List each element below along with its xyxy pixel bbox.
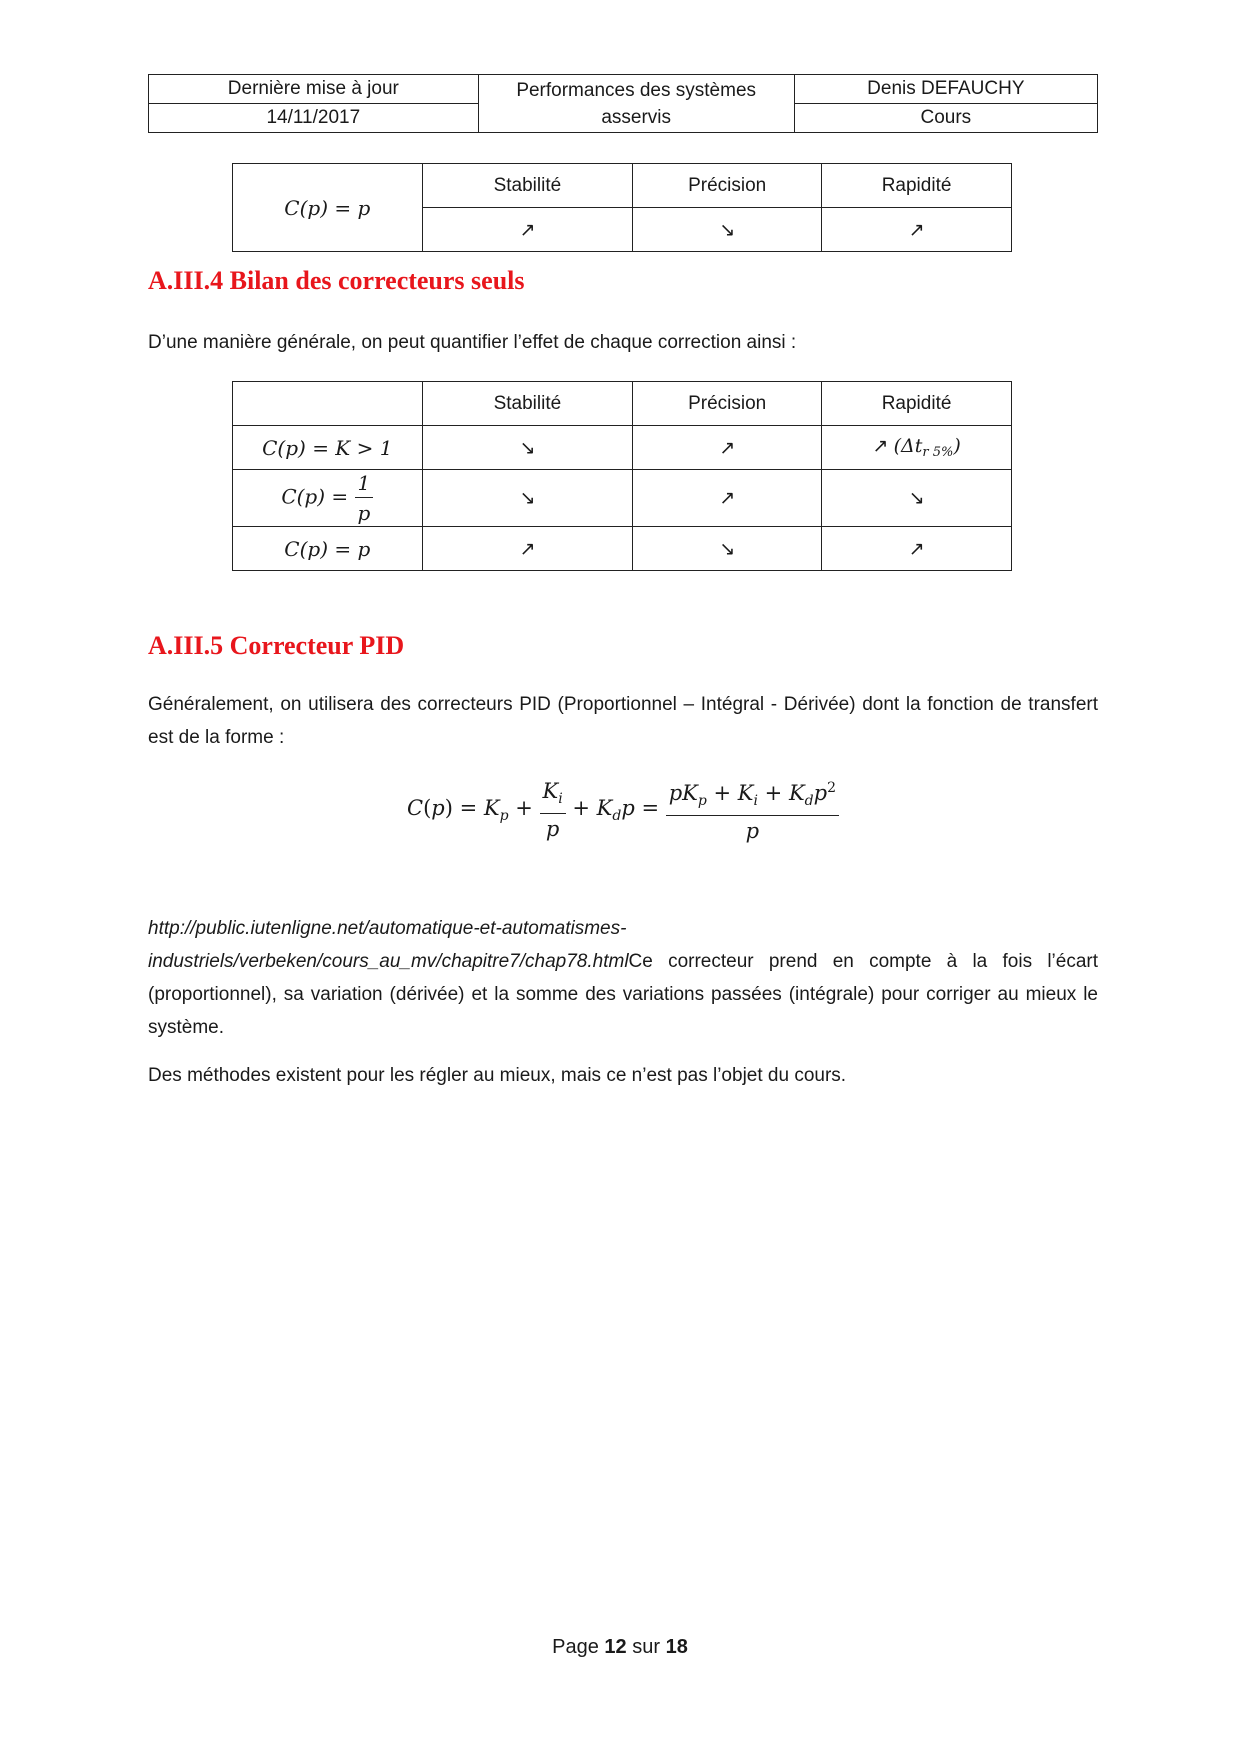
total-pages: 18 [665, 1636, 688, 1658]
row-label: C(p) = p [233, 164, 423, 252]
section-heading-bilan: A.III.4 Bilan des correcteurs seuls [148, 266, 525, 295]
combined-fraction: $\frac{pK_p + K_i + K_dp^2}{p}$ [666, 775, 839, 844]
trend-arrow-precision: ↘ [633, 208, 822, 252]
document-title-line2: asservis [601, 106, 671, 128]
column-header-stabilite: Stabilité [422, 382, 633, 426]
integral-term-fraction: $\frac{K_i}{p}$ [540, 778, 566, 842]
section-4-intro: D’une manière générale, on peut quantifier l’effet de chaque correction ainsi : [148, 332, 797, 353]
row-label-proportional: C(p) = K > 1 [233, 426, 423, 470]
trend-arrow: ↘ [422, 426, 633, 470]
table-row [233, 426, 1012, 470]
derivative-corrector-table [232, 163, 1012, 252]
trend-arrow: ↗ [633, 426, 822, 470]
page-number: 12 [604, 1636, 627, 1658]
column-header-rapidite: Rapidité [822, 382, 1012, 426]
pid-transfer-function: $C(p) = K_p$ + $\frac{K_i}{p}$ + $K_dp$ = $\frac{pK_p + K_i + K_dp^2}{p}$ [148, 775, 1098, 844]
sur-word: sur [632, 1636, 661, 1658]
page-footer [0, 1636, 1240, 1659]
trend-arrow: ↗ [422, 527, 633, 571]
integral-label-prefix: C(p) = [281, 484, 349, 509]
row-label-derivative: C(p) = p [233, 527, 423, 571]
document-title-line1: Performances des systèmes [516, 79, 757, 101]
integral-fraction [355, 470, 374, 526]
trend-arrow: ↗ [822, 527, 1012, 571]
table-row [233, 527, 1012, 571]
empty-corner-cell [233, 382, 423, 426]
pid-description-text: Ce correcteur prend en compte à la fois l’écart (proportionnel), sa variation (dérivée) et la somme des variations passées (intégrale) pour corriger au mieux le système. [148, 951, 1098, 1038]
column-header-stabilite: Stabilité [422, 164, 633, 208]
trend-arrow: ↗ [633, 470, 822, 527]
table-row [233, 470, 1012, 527]
author: Denis DEFAUCHY [794, 75, 1097, 104]
trend-arrow: ↗ [872, 435, 889, 457]
last-update-label: Dernière mise à jour [149, 75, 479, 104]
column-header-precision: Précision [633, 164, 822, 208]
trend-arrow-stabilite: ↗ [422, 208, 633, 252]
rapidite-cell [822, 426, 1012, 470]
response-time-subscript: r 5% [922, 445, 954, 460]
row-label-integral [233, 470, 423, 527]
corrector-summary-table [232, 381, 1012, 571]
reference-url-line2: industriels/verbeken/cours_au_mv/chapitre7/chap78.html [148, 951, 629, 972]
trend-arrow: ↘ [422, 470, 633, 527]
page-word: Page [552, 1636, 599, 1658]
trend-arrow-rapidite: ↗ [822, 208, 1012, 252]
pid-description [148, 912, 1098, 1044]
fraction-denominator: p [357, 501, 371, 525]
closing-paragraph: Des méthodes existent pour les régler au mieux, mais ce n’est pas l’objet du cours. [148, 1065, 847, 1086]
document-type: Cours [794, 104, 1097, 133]
trend-arrow: ↘ [633, 527, 822, 571]
reference-url-line1: http://public.iutenligne.net/automatique-et-automatismes- [148, 918, 627, 939]
fraction-numerator: 1 [355, 470, 374, 498]
section-5-intro: Généralement, on utilisera des correcteurs PID (Proportionnel – Intégral - Dérivée) dont la fonction de transfert est de la forme : [148, 694, 1098, 748]
header-table [148, 74, 1098, 133]
response-time-symbol: (Δt [893, 435, 923, 457]
column-header-precision: Précision [633, 382, 822, 426]
section-heading-pid: A.III.5 Correcteur PID [148, 631, 405, 660]
document-title [478, 75, 794, 133]
response-time-close: ) [953, 435, 961, 457]
column-header-rapidite: Rapidité [822, 164, 1012, 208]
response-time-note [893, 435, 961, 460]
trend-arrow: ↘ [822, 470, 1012, 527]
update-date: 14/11/2017 [149, 104, 479, 133]
